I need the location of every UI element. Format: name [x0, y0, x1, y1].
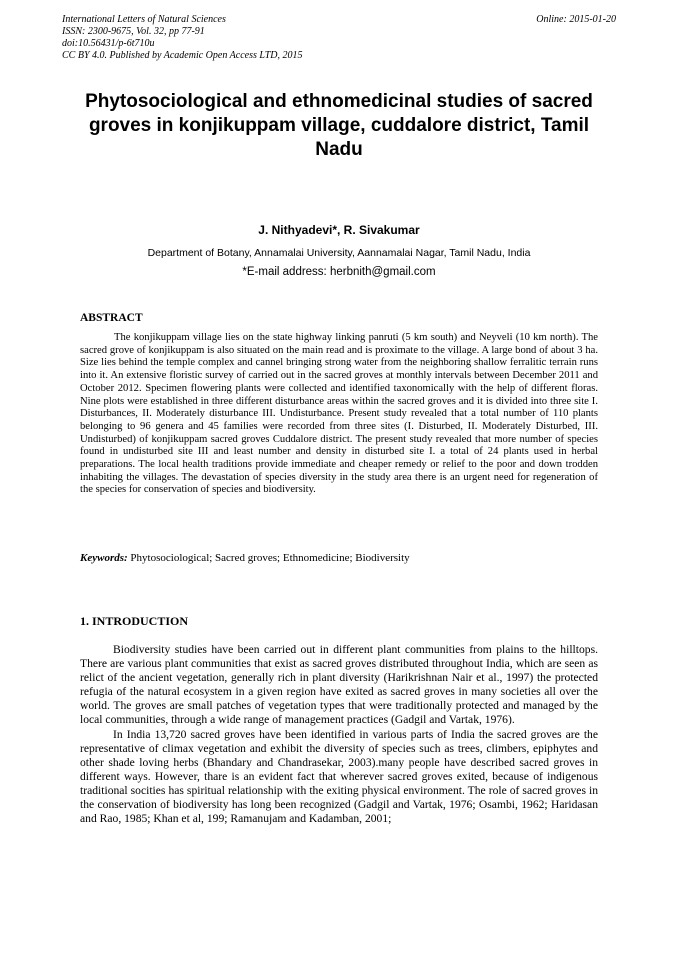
license-line: CC BY 4.0. Published by Academic Open Access LTD, 2015	[62, 50, 303, 61]
author-list: J. Nithyadevi*, R. Sivakumar	[258, 223, 420, 237]
online-date: Online: 2015-01-20	[536, 14, 616, 25]
journal-name: International Letters of Natural Sciences	[62, 14, 226, 25]
paper-title: Phytosociological and ethnomedicinal studies of sacred groves in konjikuppam village, cuddalore district, Tamil Nadu	[85, 91, 593, 160]
issn-line: ISSN: 2300-9675, Vol. 32, pp 77-91	[62, 26, 205, 37]
introduction-body	[80, 643, 598, 826]
journal-header	[62, 14, 303, 62]
corresponding-email[interactable]: *E-mail address: herbnith@gmail.com	[242, 266, 436, 278]
keywords-text: Phytosociological; Sacred groves; Ethnomedicine; Biodiversity	[130, 552, 410, 564]
keywords-label: Keywords:	[80, 552, 128, 564]
keywords	[80, 552, 598, 565]
introduction-paragraph: Biodiversity studies have been carried out in different plant communities from plains to the hilltops. There are various plant communities that exist as sacred groves distributed throughout India, which are seen as relict of the ancient vegetation, generally rich in plant diversity (Harikrishnan Nair et al., 1997) the protected refugia of the natural ecosystem in a given region have exited as sacred groves in many societies all over the world. The groves are small patches of vegetation types that were traditionally protected and managed by the local communities, through a wide range of management practices (Gadgil and Vartak, 1976).	[80, 643, 598, 727]
doi-line[interactable]: doi:10.56431/p-6t710u	[62, 38, 155, 49]
abstract-text: The konjikuppam village lies on the state highway linking panruti (5 km south) and Neyveli (10 km north). The sacred grove of konjikuppam is also situated on the main read and is proximate to the village. A large bond of about 3 ha. Size lies behind the temple complex and cannel bringing strong water from the neighboring shallow ferralitic terrain runs into it. An extensive floristic survey of carried out in the sacred groves at monthly intervals between December 2011 and October 2012. Specimen flowering plants were collected and identified taxonomically with the help of different floras. Nine plots were established in three different disturbance areas within the sacred groves and it is divided into three site I. Disturbances, II. Moderately disturbance III. Undisturbance. Present study revealed that a total number of 110 plants belonging to 96 genera and 45 families were recorded from three sites (I. Disturbed, II. Moderately Disturbed, III. Undisturbed) of konjikuppam sacred groves Cuddalore district. The present study revealed that more number of species found in undisturbed site III and least number and density in disturbed site I. a total of 24 plants used in herbal preparations. The local health traditions provide immediate and cheaper remedy or relief to the poor and down trodden inhabiting the villages. The devastation of species diversity in the study area there is an urgent need for regeneration of the species for conservation of species and biodiversity.	[80, 332, 598, 496]
introduction-paragraph: In India 13,720 sacred groves have been identified in various parts of India the sacred groves are the representative of climax vegetation and exhibit the diversity of species such as trees, climbers, epiphytes and other shade loving herbs (Bhandary and Chandrasekar, 2003).many people have described sacred groves in different ways. However, thare is an evident fact that wherever sacred groves exited, because of indigenous traditional socities has spiritual relationship with the exiting physical environment. The role of sacred groves in the conservation of biodiversity has long been recognized (Gadgil and Vartak, 1976; Osambi, 1962; Haridasan and Rao, 1985; Khan et al, 199; Ramanujam and Kadamban, 2001;	[80, 727, 598, 826]
abstract-heading: ABSTRACT	[80, 312, 143, 324]
introduction-heading: 1. INTRODUCTION	[80, 614, 189, 628]
affiliation: Department of Botany, Annamalai University, Aannamalai Nagar, Tamil Nadu, India	[147, 247, 531, 259]
